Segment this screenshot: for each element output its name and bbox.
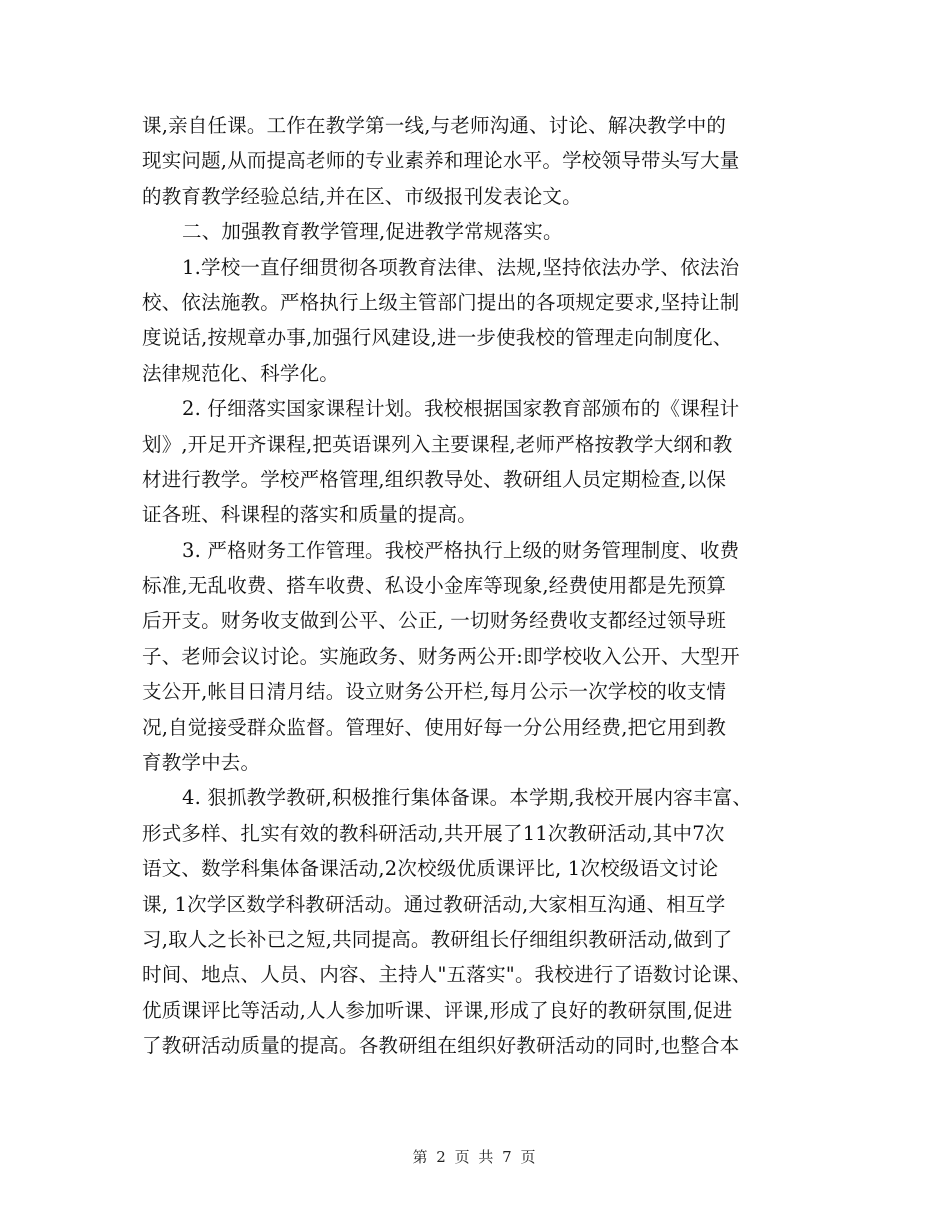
paragraph-line: 习,取人之长补已之短,共同提高。教研组长仔细组织教研活动,做到了 <box>142 927 733 951</box>
paragraph-first-line: 2. 仔细落实国家课程计划。我校根据国家教育部颁布的《课程计 <box>182 397 740 421</box>
paragraph-line: 后开支。财务收支做到公平、公正, 一切财务经费收支都经过领导班 <box>142 609 727 633</box>
paragraph-line: 语文、数学科集体备课活动,2次校级优质课评比, 1次校级语文讨论 <box>142 857 719 881</box>
paragraph-line: 课, 1次学区数学科教研活动。通过教研活动,大家相互沟通、相互学 <box>142 892 726 916</box>
paragraph-line: 优质课评比等活动,人人参加听课、评课,形成了良好的教研氛围,促进 <box>142 998 733 1022</box>
paragraph-line: 度说话,按规章办事,加强行风建设,进一步使我校的管理走向制度化、 <box>142 326 733 350</box>
paragraph-line: 育教学中去。 <box>142 751 261 775</box>
paragraph-line: 支公开,帐目日清月结。设立财务公开栏,每月公示一次学校的收支情 <box>142 680 727 704</box>
paragraph-first-line: 1.学校一直仔细贯彻各项教育法律、法规,坚持依法办学、依法治 <box>182 255 740 279</box>
paragraph-line: 标准,无乱收费、搭车收费、私设小金库等现象,经费使用都是先预算 <box>142 574 727 598</box>
paragraph-line: 现实问题,从而提高老师的专业素养和理论水平。学校领导带头写大量 <box>142 149 740 173</box>
paragraph-line: 况,自觉接受群众监督。管理好、使用好每一分公用经费,把它用到教 <box>142 715 727 739</box>
paragraph-line: 时间、地点、人员、内容、主持人"五落实"。我校进行了语数讨论课、 <box>142 963 752 987</box>
document-body <box>142 108 810 1064</box>
paragraph-first-line: 4. 狠抓教学教研,积极推行集体备课。本学期,我校开展内容丰富、 <box>182 786 753 810</box>
paragraph-line: 划》,开足开齐课程,把英语课列入主要课程,老师严格按教学大纲和教 <box>142 432 733 456</box>
paragraph-line: 证各班、科课程的落实和质量的提高。 <box>142 503 477 527</box>
page-footer: 第 2 页 共 7 页 <box>412 1148 538 1166</box>
paragraph-line: 形式多样、扎实有效的教科研活动,共开展了11次教研活动,其中7次 <box>142 821 725 845</box>
paragraph-line: 子、老师会议讨论。实施政务、财务两公开:即学校收入公开、大型开 <box>142 644 740 668</box>
paragraph-line: 法律规范化、科学化。 <box>142 361 340 385</box>
paragraph-line: 材进行教学。学校严格管理,组织教导处、教研组人员定期检查,以保 <box>142 467 727 491</box>
paragraph-line: 校、依法施教。严格执行上级主管部门提出的各项规定要求,坚持让制 <box>142 290 740 314</box>
paragraph-first-line: 二、加强教育教学管理,促进教学常规落实。 <box>182 220 563 244</box>
paragraph-line: 课,亲自任课。工作在教学第一线,与老师沟通、讨论、解决教学中的 <box>142 114 727 137</box>
paragraph-first-line: 3. 严格财务工作管理。我校严格执行上级的财务管理制度、收费 <box>182 538 740 562</box>
paragraph-line: 了教研活动质量的提高。各教研组在组织好教研活动的同时,也整合本 <box>142 1034 740 1058</box>
paragraph-line: 的教育教学经验总结,并在区、市级报刊发表论文。 <box>142 184 582 208</box>
